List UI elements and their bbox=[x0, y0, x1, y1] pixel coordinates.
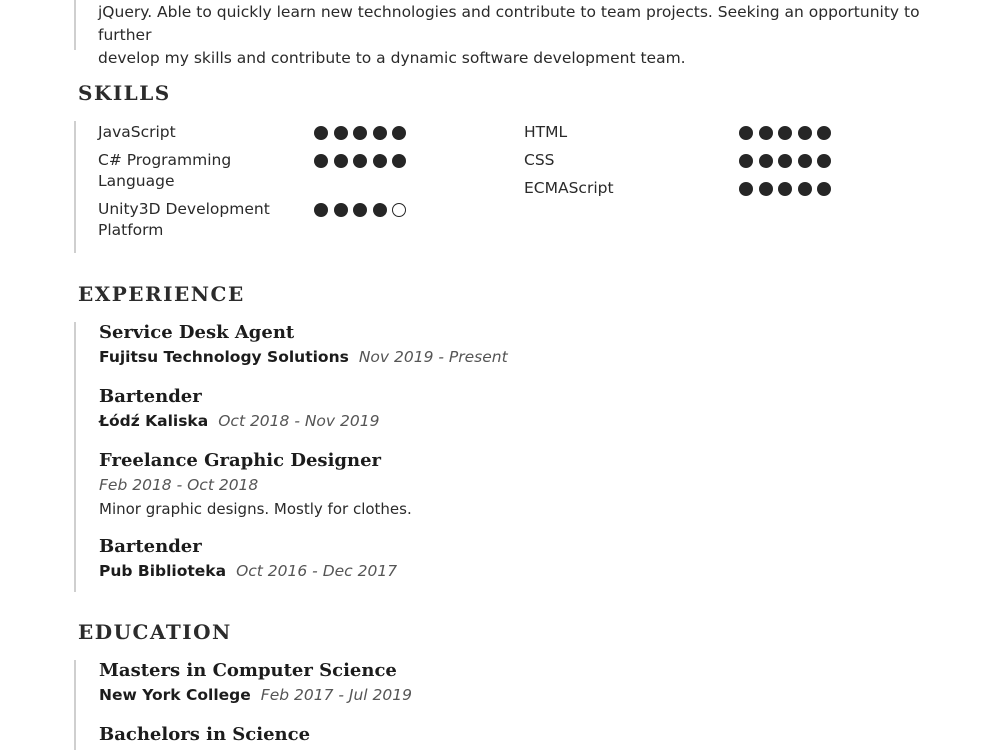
summary-rule bbox=[74, 0, 76, 50]
experience-heading: EXPERIENCE bbox=[78, 282, 245, 306]
summary-line-1: jQuery. Able to quickly learn new technologies and contribute to team projects. Seeking an opportunity to further bbox=[98, 3, 920, 44]
job-title: Service Desk Agent bbox=[99, 322, 295, 343]
rating-dot-filled bbox=[778, 182, 792, 196]
education-dates: Feb 2017 - Jul 2019 bbox=[260, 686, 412, 704]
skill-rating bbox=[739, 126, 831, 140]
rating-dot-filled bbox=[817, 182, 831, 196]
job-dates: Oct 2018 - Nov 2019 bbox=[218, 412, 380, 430]
employer-name: Łódź Kaliska bbox=[99, 412, 209, 430]
experience-rule bbox=[74, 322, 76, 592]
rating-dot-filled bbox=[739, 126, 753, 140]
rating-dot-filled bbox=[759, 182, 773, 196]
education-heading: EDUCATION bbox=[78, 620, 232, 644]
skill-name: C# Programming Language bbox=[98, 151, 232, 190]
rating-dot-filled bbox=[759, 126, 773, 140]
rating-dot-filled bbox=[798, 182, 812, 196]
rating-dot-filled bbox=[392, 126, 406, 140]
job-dates: Nov 2019 - Present bbox=[358, 348, 508, 366]
rating-dot-filled bbox=[353, 203, 367, 217]
degree-title: Bachelors in Science bbox=[99, 724, 311, 745]
skill-name: Unity3D Development Platform bbox=[98, 200, 270, 239]
rating-dot-filled bbox=[353, 126, 367, 140]
rating-dot-filled bbox=[817, 126, 831, 140]
school-name: New York College bbox=[99, 686, 251, 704]
degree-title: Masters in Computer Science bbox=[99, 660, 397, 681]
rating-dot-filled bbox=[373, 126, 387, 140]
skill-rating bbox=[314, 154, 406, 168]
rating-dot-empty bbox=[392, 203, 406, 217]
skills-rule bbox=[74, 121, 76, 253]
rating-dot-filled bbox=[373, 203, 387, 217]
skill-name: JavaScript bbox=[98, 123, 176, 141]
rating-dot-filled bbox=[739, 182, 753, 196]
education-rule bbox=[74, 660, 76, 750]
job-title: Freelance Graphic Designer bbox=[99, 450, 382, 471]
job-title: Bartender bbox=[99, 536, 202, 557]
rating-dot-filled bbox=[759, 154, 773, 168]
rating-dot-filled bbox=[373, 154, 387, 168]
rating-dot-filled bbox=[778, 154, 792, 168]
rating-dot-filled bbox=[314, 126, 328, 140]
rating-dot-filled bbox=[798, 126, 812, 140]
skill-rating bbox=[739, 154, 831, 168]
employer-name: Fujitsu Technology Solutions bbox=[99, 348, 349, 366]
job-meta bbox=[99, 476, 258, 494]
skills-heading: SKILLS bbox=[78, 81, 171, 105]
summary-text bbox=[98, 1, 958, 70]
rating-dot-filled bbox=[334, 154, 348, 168]
job-title: Bartender bbox=[99, 386, 202, 407]
rating-dot-filled bbox=[314, 154, 328, 168]
job-meta bbox=[99, 348, 508, 366]
job-meta bbox=[99, 562, 397, 580]
summary-line-2: develop my skills and contribute to a dynamic software development team. bbox=[98, 49, 686, 67]
job-description: Minor graphic designs. Mostly for clothes. bbox=[99, 500, 412, 518]
job-dates: Feb 2018 - Oct 2018 bbox=[99, 476, 259, 494]
skill-name: HTML bbox=[524, 123, 568, 141]
employer-name: Pub Biblioteka bbox=[99, 562, 227, 580]
rating-dot-filled bbox=[334, 203, 348, 217]
job-meta bbox=[99, 412, 379, 430]
rating-dot-filled bbox=[314, 203, 328, 217]
education-meta bbox=[99, 686, 412, 704]
job-dates: Oct 2016 - Dec 2017 bbox=[236, 562, 398, 580]
skill-name: CSS bbox=[524, 151, 555, 169]
skill-name: ECMAScript bbox=[524, 179, 614, 197]
skill-rating bbox=[314, 126, 406, 140]
rating-dot-filled bbox=[817, 154, 831, 168]
rating-dot-filled bbox=[392, 154, 406, 168]
rating-dot-filled bbox=[334, 126, 348, 140]
skill-rating bbox=[739, 182, 831, 196]
skill-rating bbox=[314, 203, 406, 217]
rating-dot-filled bbox=[739, 154, 753, 168]
rating-dot-filled bbox=[353, 154, 367, 168]
rating-dot-filled bbox=[778, 126, 792, 140]
rating-dot-filled bbox=[798, 154, 812, 168]
